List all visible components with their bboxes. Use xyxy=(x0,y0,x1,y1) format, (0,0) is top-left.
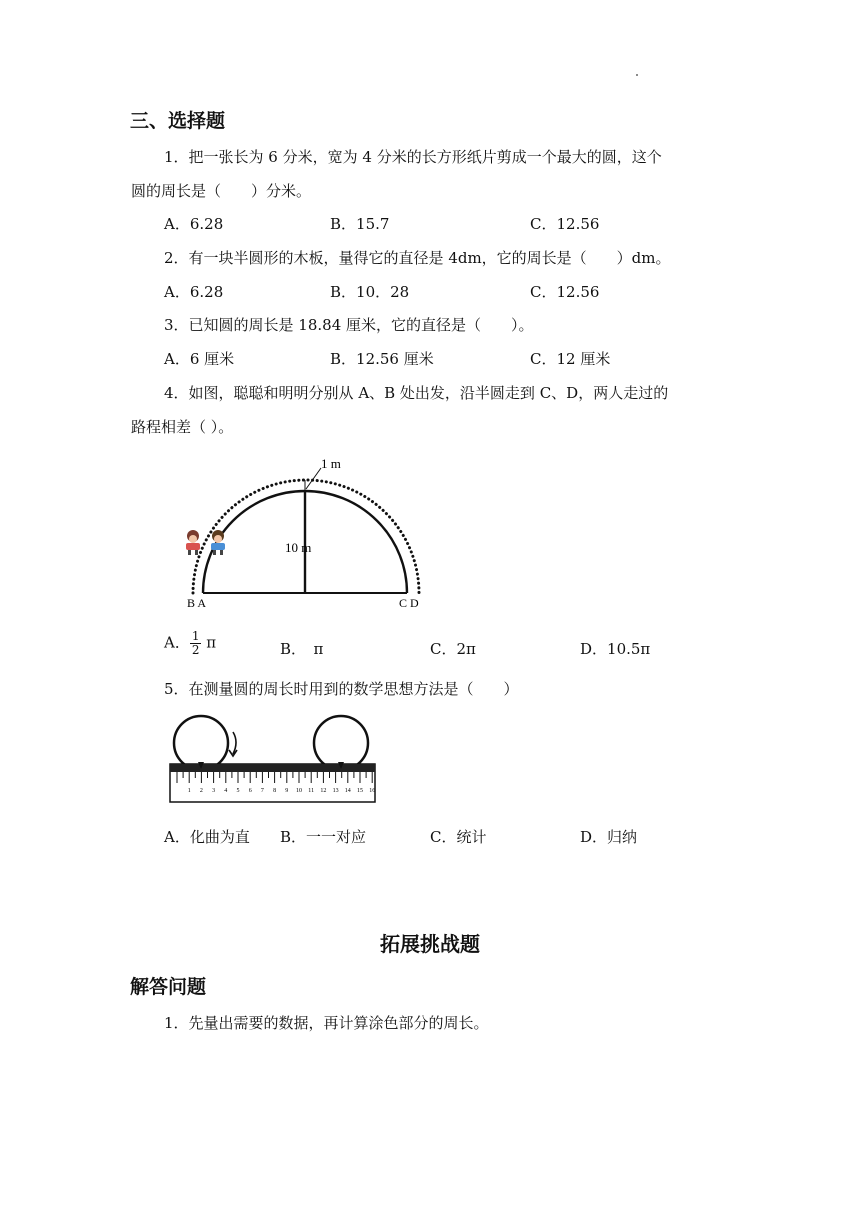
fraction-one-half xyxy=(190,630,202,657)
question-2-option-b: B．10．28 xyxy=(330,283,410,301)
question-3-line-1: 3．已知圆的周长是 18.84 厘米，它的直径是（ ）。 xyxy=(164,316,534,334)
ruler-number: 12 xyxy=(320,788,327,794)
ruler-number: 5 xyxy=(236,788,240,794)
question-5-option-d: D．归纳 xyxy=(580,828,638,846)
semicircle-paths-figure xyxy=(175,448,435,618)
ruler-number: 3 xyxy=(212,788,216,794)
ruler-number: 6 xyxy=(248,788,252,794)
label-c-d: C D xyxy=(399,596,419,610)
question-4-option-c: C．2π xyxy=(430,640,476,658)
child-congcong-icon xyxy=(186,530,200,555)
question-4-option-a xyxy=(164,630,216,657)
question-5-option-c: C．统计 xyxy=(430,828,487,846)
label-1m-pointer xyxy=(306,468,321,489)
question-1-line-1: 1．把一张长为 6 分米，宽为 4 分米的长方形纸片剪成一个最大的圆，这个 xyxy=(164,148,662,166)
question-5-line-1: 5．在测量圆的周长时用到的数学思想方法是（ ） xyxy=(164,680,519,698)
question-1-line-2: 圆的周长是（ ）分米。 xyxy=(131,182,312,200)
ruler-number: 16 xyxy=(369,788,376,794)
question-1-option-c: C．12.56 xyxy=(530,215,600,233)
ruler-number: 4 xyxy=(224,788,228,794)
rolling-circle-ruler-figure xyxy=(165,712,385,806)
circle-start xyxy=(174,716,228,770)
question-4-option-b: B． π xyxy=(280,640,324,658)
ruler-number: 10 xyxy=(296,788,302,794)
question-3-option-b: B．12.56 厘米 xyxy=(330,350,434,368)
question-1-option-a: A．6.28 xyxy=(164,215,224,233)
ruler-number: 9 xyxy=(285,788,289,794)
ruler-number: 7 xyxy=(260,788,264,794)
ruler-number: 14 xyxy=(344,788,351,794)
rolling-arrow-icon xyxy=(233,732,236,754)
ruler-number: 1 xyxy=(187,788,191,794)
question-5-option-a: A．化曲为直 xyxy=(164,828,250,846)
label-10m: 10 m xyxy=(285,540,312,555)
question-4-line-2: 路程相差（ ）。 xyxy=(131,418,234,436)
option-a-prefix: A． xyxy=(164,633,190,652)
extension-title: 拓展挑战题 xyxy=(380,932,480,956)
answer-question-1: 1．先量出需要的数据，再计算涂色部分的周长。 xyxy=(164,1014,489,1032)
option-a-pi: π xyxy=(206,633,217,652)
ruler-number: 11 xyxy=(308,788,315,794)
child-mingming-icon xyxy=(211,530,225,555)
ruler-number: 8 xyxy=(273,788,277,794)
label-b-a: B A xyxy=(187,596,207,610)
page-speck xyxy=(636,74,638,76)
question-2-line-1: 2．有一块半圆形的木板，量得它的直径是 4dm，它的周长是（ ）dm。 xyxy=(164,249,671,267)
ruler-number: 13 xyxy=(332,788,339,794)
question-2-option-a: A．6.28 xyxy=(164,283,224,301)
ruler-number: 15 xyxy=(357,788,363,794)
label-1m: 1 m xyxy=(321,456,341,471)
question-4-line-1: 4．如图，聪聪和明明分别从 A、B 处出发，沿半圆走到 C、D，两人走过的 xyxy=(164,384,669,402)
question-1-option-b: B．15.7 xyxy=(330,215,390,233)
fraction-denominator: 2 xyxy=(191,643,200,657)
section-heading-choice: 三、选择题 xyxy=(130,110,226,132)
question-4-option-d: D．10.5π xyxy=(580,640,651,658)
section-heading-answer: 解答问题 xyxy=(130,976,207,998)
question-3-option-c: C．12 厘米 xyxy=(530,350,611,368)
question-5-option-b: B．一一对应 xyxy=(280,828,367,846)
ruler-number: 2 xyxy=(199,788,203,794)
fraction-numerator: 1 xyxy=(191,629,200,643)
circle-end xyxy=(314,716,368,770)
question-2-option-c: C．12.56 xyxy=(530,283,600,301)
question-3-option-a: A．6 厘米 xyxy=(164,350,235,368)
